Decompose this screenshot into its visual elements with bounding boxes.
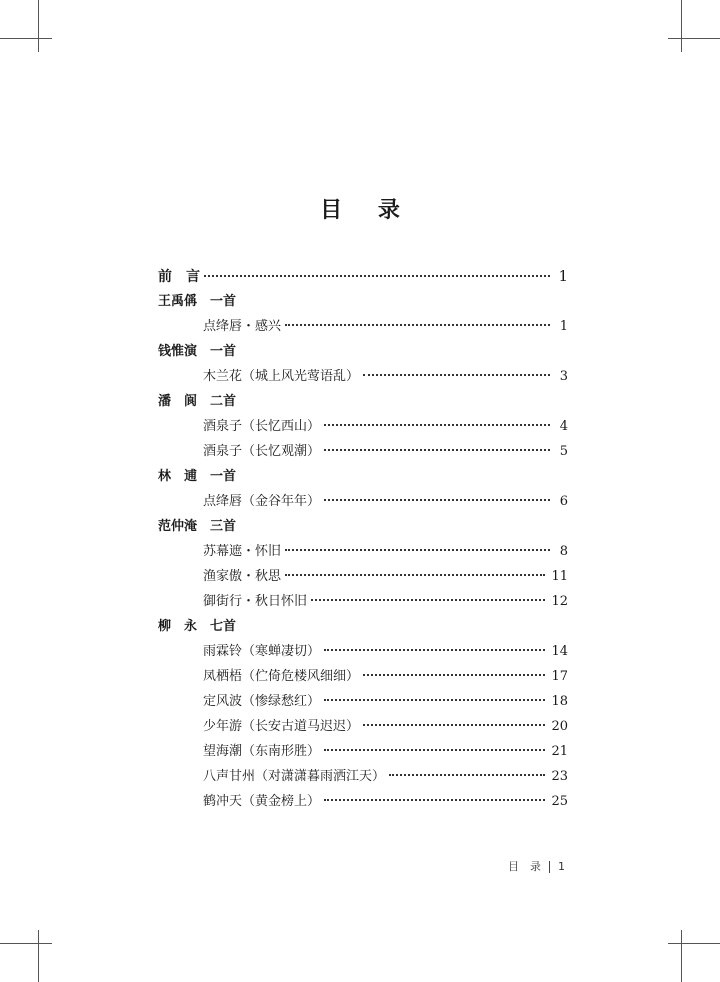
toc-entry-label: 少年游（长安古道马迟迟） [203,719,360,734]
toc-page-number: 18 [551,694,568,709]
dot-leader [324,449,550,451]
toc-author-heading [158,289,568,314]
crop-mark-top-right-h [668,38,720,39]
toc-entry[interactable] [158,439,568,464]
toc-page-number: 5 [559,444,568,459]
footer-page-number: 1 [558,860,565,873]
table-of-contents [158,264,568,814]
footer-section: 目 录 [508,860,541,873]
dot-leader [324,499,550,501]
toc-entry-label: 王禹偁 一首 [158,294,237,309]
toc-page-number: 14 [551,644,568,659]
dot-leader [204,275,550,277]
toc-entry-label: 酒泉子（长忆西山） [203,419,321,434]
dot-leader [324,699,545,701]
toc-entry[interactable] [158,489,568,514]
crop-mark-top-right-v [681,0,682,52]
toc-page-number: 11 [551,569,568,584]
toc-entry-label: 点绛唇・感兴 [203,319,282,334]
toc-page-number: 20 [551,719,568,734]
toc-page-number: 4 [559,419,568,434]
toc-entry-label: 苏幕遮・怀旧 [203,544,282,559]
toc-page-number: 1 [559,319,568,334]
toc-entry[interactable] [158,564,568,589]
toc-entry-label: 望海潮（东南形胜） [203,744,321,759]
dot-leader [285,574,545,576]
dot-leader [363,724,545,726]
crop-mark-bottom-left-v [38,930,39,982]
dot-leader [324,749,545,751]
dot-leader [363,674,545,676]
dot-leader [311,599,545,601]
dot-leader [324,424,550,426]
toc-entry[interactable] [158,714,568,739]
toc-entry-label: 八声甘州（对潇潇暮雨洒江天） [203,769,386,784]
toc-entry[interactable] [158,739,568,764]
toc-entry-label: 潘 阆 二首 [158,394,237,409]
crop-mark-top-left-h [0,38,52,39]
footer-divider [549,861,550,873]
toc-entry-label: 鹤冲天（黄金榜上） [203,794,321,809]
toc-page-number: 25 [551,794,568,809]
toc-page-number: 8 [559,544,568,559]
page-footer [508,858,565,874]
toc-entry[interactable] [158,689,568,714]
toc-entry[interactable] [158,414,568,439]
toc-entry-label: 凤栖梧（伫倚危楼风细细） [203,669,360,684]
toc-entry-label: 前 言 [158,269,200,285]
toc-author-heading [158,614,568,639]
toc-entry-label: 雨霖铃（寒蝉凄切） [203,644,321,659]
dot-leader [285,324,550,326]
toc-entry[interactable] [158,639,568,664]
dot-leader [389,774,545,776]
toc-page-number: 12 [551,594,568,609]
crop-mark-bottom-right-v [681,930,682,982]
toc-entry[interactable] [158,539,568,564]
toc-page-number: 3 [559,369,568,384]
toc-entry[interactable] [158,789,568,814]
toc-entry-label: 范仲淹 三首 [158,519,237,534]
toc-page-number: 21 [551,744,568,759]
toc-entry-label: 酒泉子（长忆观潮） [203,444,321,459]
toc-author-heading [158,389,568,414]
toc-entry[interactable] [158,314,568,339]
toc-author-heading [158,464,568,489]
crop-mark-bottom-left-h [0,943,52,944]
toc-entry[interactable] [158,364,568,389]
crop-mark-top-left-v [38,0,39,52]
toc-entry[interactable] [158,664,568,689]
toc-author-heading [158,514,568,539]
toc-page-number: 17 [551,669,568,684]
toc-page-number: 1 [558,267,568,285]
dot-leader [285,549,550,551]
toc-author-heading [158,339,568,364]
toc-entry-label: 林 逋 一首 [158,469,237,484]
dot-leader [363,374,550,376]
toc-entry[interactable] [158,764,568,789]
toc-entry-label: 渔家傲・秋思 [203,569,282,584]
toc-entry-preface[interactable] [158,264,568,289]
toc-entry-label: 定风波（惨绿愁红） [203,694,321,709]
dot-leader [324,649,545,651]
toc-page-number: 23 [551,769,568,784]
toc-entry-label: 木兰花（城上风光莺语乱） [203,369,360,384]
toc-entry-label: 钱惟演 一首 [158,344,237,359]
crop-mark-bottom-right-h [668,943,720,944]
toc-page-number: 6 [559,494,568,509]
toc-entry-label: 御街行・秋日怀旧 [203,594,308,609]
toc-entry-label: 柳 永 七首 [158,619,237,634]
toc-entry-label: 点绛唇（金谷年年） [203,494,321,509]
page-title: 目 录 [320,198,414,223]
dot-leader [324,799,545,801]
toc-entry[interactable] [158,589,568,614]
